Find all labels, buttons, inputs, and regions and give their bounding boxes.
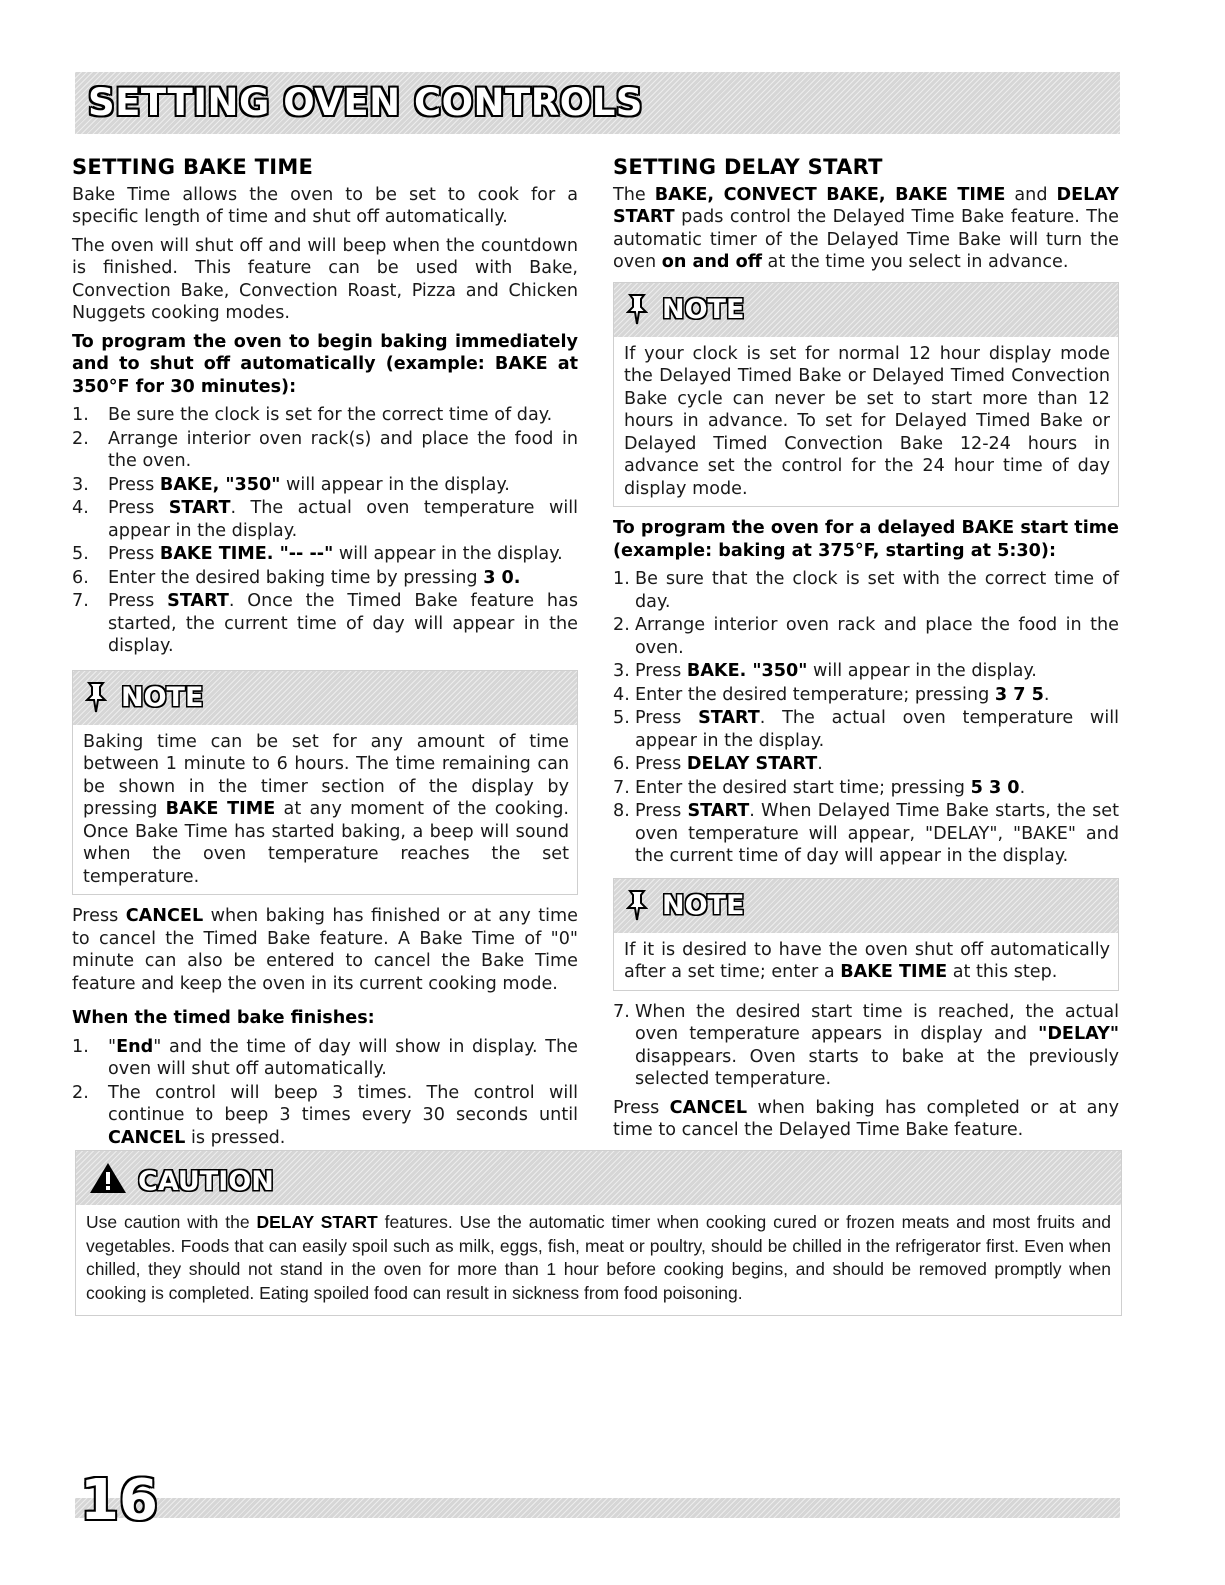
- list-item: 4. Press START. The actual oven temperature will appear in the display.: [72, 498, 578, 541]
- list-item: 1. "End" and the time of day will show in display. The oven will shut off automatically.: [72, 1036, 578, 1079]
- list-item: 2. Arrange interior oven rack(s) and place the food in the oven.: [72, 428, 578, 471]
- timed-bake-finish-lead: When the timed bake finishes:: [72, 1008, 375, 1028]
- note-header: [614, 879, 1118, 933]
- note-header: [73, 671, 577, 725]
- list-item: 1. Be sure the clock is set for the correct time of day.: [72, 405, 553, 425]
- left-column: [72, 156, 578, 1155]
- footer-bar: [75, 1498, 1120, 1518]
- delay-start-steps-continued: [613, 1001, 1119, 1091]
- delay-start-steps: [613, 568, 1119, 868]
- note-header: [614, 283, 1118, 337]
- list-item: 2. The control will beep 3 times. The control will continue to beep 3 times every 30 seconds until CANCEL is pressed.: [72, 1082, 578, 1148]
- right-column: [613, 156, 1119, 1148]
- bake-time-program-lead: To program the oven to begin baking immediately and to shut off automatically (example: BAKE at 350°F for 30 minutes):: [72, 331, 578, 397]
- note-box-bake-time: [72, 670, 578, 896]
- caution-box: [75, 1150, 1122, 1316]
- list-item: 3. Press BAKE, "350" will appear in the display.: [72, 474, 510, 495]
- list-item: 4. Enter the desired temperature; pressing 3 7 5.: [613, 684, 1050, 705]
- note-title: NOTE: [662, 294, 745, 325]
- delay-start-cancel-text: Press CANCEL when baking has completed or at any time to cancel the Delayed Time Bake feature.: [613, 1097, 1119, 1140]
- list-item: 6. Enter the desired baking time by pressing 3 0.: [72, 567, 521, 588]
- delay-start-program-lead: To program the oven for a delayed BAKE start time (example: baking at 375°F, starting at 5:30):: [613, 518, 1119, 561]
- list-item: 1. Be sure that the clock is set with the correct time of day.: [613, 569, 1119, 612]
- list-item: 3. Press BAKE. "350" will appear in the display.: [613, 661, 1037, 681]
- note-title: NOTE: [121, 682, 204, 713]
- bake-time-heading: SETTING BAKE TIME: [72, 155, 314, 179]
- caution-title: CAUTION: [138, 1166, 274, 1197]
- list-item: 7. Press START. Once the Timed Bake feature has started, the current time of day will appear in the display.: [72, 591, 578, 656]
- note-text: If your clock is set for normal 12 hour display mode the Delayed Timed Bake or Delayed Timed Convection Bake cycle can never be set to start more than 12 hours in advance. To set for Delayed Timed Bake or Delayed Timed Convection Bake 12-24 hours in advance set the control for the 24 hour time of day display mode.: [624, 343, 1110, 499]
- note-box-delay-start: [613, 282, 1119, 508]
- page-number: 16: [80, 1468, 158, 1533]
- list-item: 6. Press DELAY START.: [613, 754, 823, 774]
- delay-start-heading: SETTING DELAY START: [613, 155, 883, 179]
- page-title: SETTING OVEN CONTROLS: [88, 81, 643, 124]
- list-item: 5. Press BAKE TIME. "-- --" will appear in the display.: [72, 544, 563, 564]
- note-title: NOTE: [662, 890, 745, 921]
- bake-time-steps: [72, 404, 578, 658]
- bake-time-cancel-text: Press CANCEL when baking has finished or at any time to cancel the Timed Bake feature. A Bake Time of "0" minute can also be entered to cancel the Bake Time feature and keep the oven in its current cooking mode.: [72, 906, 578, 994]
- delay-start-intro: The BAKE, CONVECT BAKE, BAKE TIME and DELAY START pads control the Delayed Time Bake feature. The automatic timer of the Delayed Time Bake will turn the oven on and off at the time you select in advance.: [613, 184, 1119, 272]
- caution-text: Use caution with the DELAY START features. Use the automatic timer when cooking cured or frozen meats and most fruits and vegetables. Foods that can easily spoil such as milk, eggs, fish, meat or poultry, should be chilled in the refrigerator first. Even when chilled, they should not stand in the oven for more than 1 hour before cooking begins, and should be removed promptly when cooking is completed. Eating spoiled food can result in sickness from food poisoning.: [86, 1212, 1111, 1303]
- section-banner: [75, 72, 1120, 134]
- pushpin-icon: [85, 681, 107, 717]
- timed-bake-finish-steps: [72, 1036, 578, 1150]
- bake-time-intro-1: Bake Time allows the oven to be set to cook for a specific length of time and shut off automatically.: [72, 184, 578, 227]
- note-text: If it is desired to have the oven shut off automatically after a set time; enter a BAKE TIME at this step.: [624, 939, 1110, 982]
- list-item: 5. Press START. The actual oven temperature will appear in the display.: [613, 708, 1119, 751]
- note-text: Baking time can be set for any amount of time between 1 minute to 6 hours. The time remaining can be shown in the timer section of the display by pressing BAKE TIME at any moment of the cooking. Once Bake Time has started baking, a beep will sound when the oven temperature reaches the set temperature.: [83, 731, 569, 887]
- list-item: 7. When the desired start time is reached, the actual oven temperature appears in display and "DELAY" disappears. Oven starts to bake at the previously selected temperature.: [613, 1001, 1119, 1089]
- note-box-bake-time-step: [613, 878, 1119, 991]
- pushpin-icon: [626, 293, 648, 329]
- list-item: 7. Enter the desired start time; pressing 5 3 0.: [613, 777, 1026, 798]
- caution-header: [76, 1151, 1121, 1205]
- bake-time-intro-2: The oven will shut off and will beep when the countdown is finished. This feature can be used with Bake, Convection Bake, Convection Roast, Pizza and Chicken Nuggets cooking modes.: [72, 235, 578, 323]
- list-item: 8. Press START. When Delayed Time Bake starts, the set oven temperature will appear, "DELAY", "BAKE" and the current time of day will appear in the display.: [613, 801, 1119, 866]
- pushpin-icon: [626, 889, 648, 925]
- warning-triangle-icon: [88, 1161, 128, 1202]
- list-item: 2. Arrange interior oven rack and place the food in the oven.: [613, 615, 1119, 658]
